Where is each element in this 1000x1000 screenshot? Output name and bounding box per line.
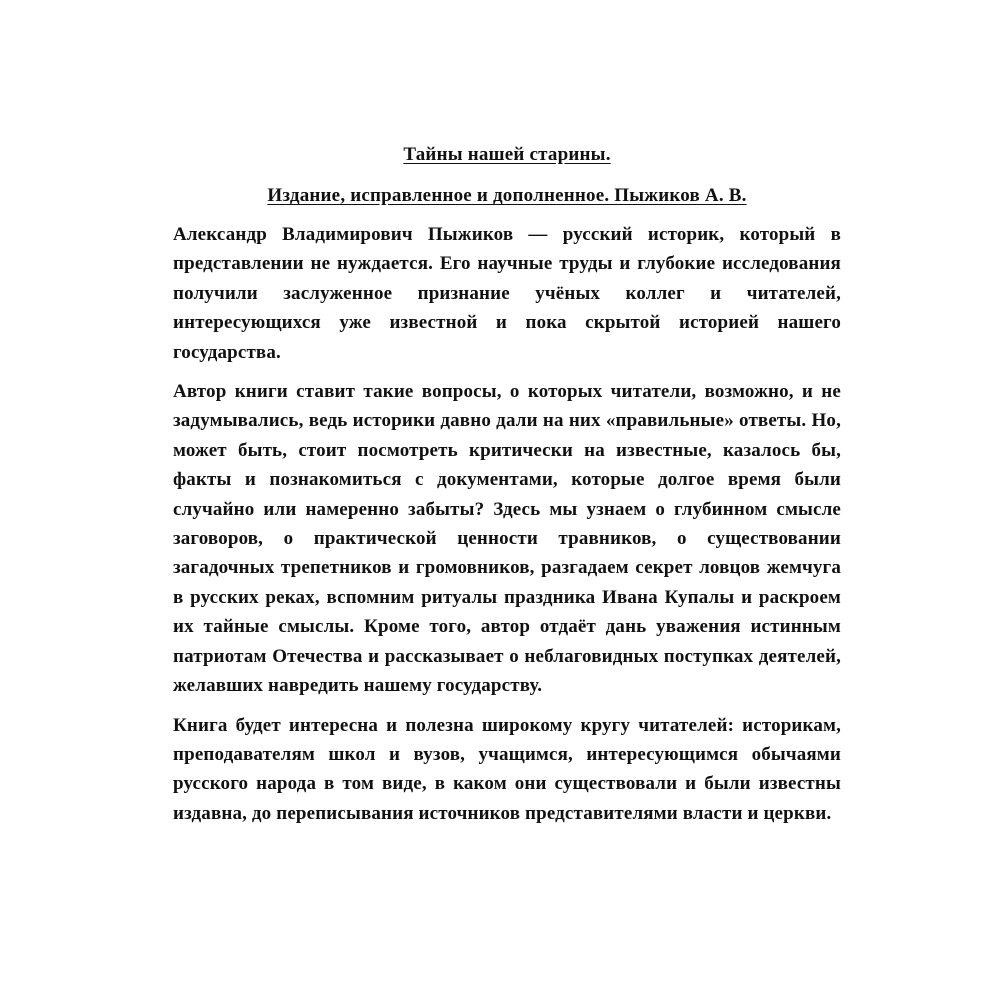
paragraph-book-topics: Автор книги ставит такие вопросы, о которых читатели, возможно, и не задумывались, ведь историки давно дали на них «правильные» ответы. Но, может быть, стоит посмотреть критически на известные, казалось бы, факты и познакомиться с документами, которые долгое время были случайно или намеренно забыты? Здесь мы узнаем о глубинном смысле заговоров, о практической ценности травников, о существовании загадочных трепетников и громовников, разгадаем секрет ловцов жемчуга в русских реках, вспомним ритуалы праздника Ивана Купалы и раскроем их тайные смыслы. Кроме того, автор отдаёт дань уважения истинным патриотам Отечества и рассказывает о неблаговидных поступках деятелей, желавших навредить нашему государству. — [173, 381, 841, 697]
paragraph-author-intro: Александр Владимирович Пыжиков — русский историк, который в представлении не нуждается. Его научные труды и глубокие исследования получили заслуженное признание учёных коллег и читателей, интересующихся уже известной и пока скрытой историей нашего государства. — [173, 224, 841, 363]
document-title: Тайны нашей старины. — [403, 144, 611, 165]
document-page — [173, 138, 841, 838]
document-body — [173, 220, 841, 828]
paragraph-audience: Книга будет интересна и полезна широкому кругу читателей: историкам, преподавателям школ и вузов, учащимся, интересующимся обычаями русского народа в том виде, в каком они существовали и были известны издавна, до переписывания источников представителями власти и церкви. — [173, 714, 841, 824]
document-subtitle: Издание, исправленное и дополненное. Пыжиков А. В. — [267, 185, 747, 206]
